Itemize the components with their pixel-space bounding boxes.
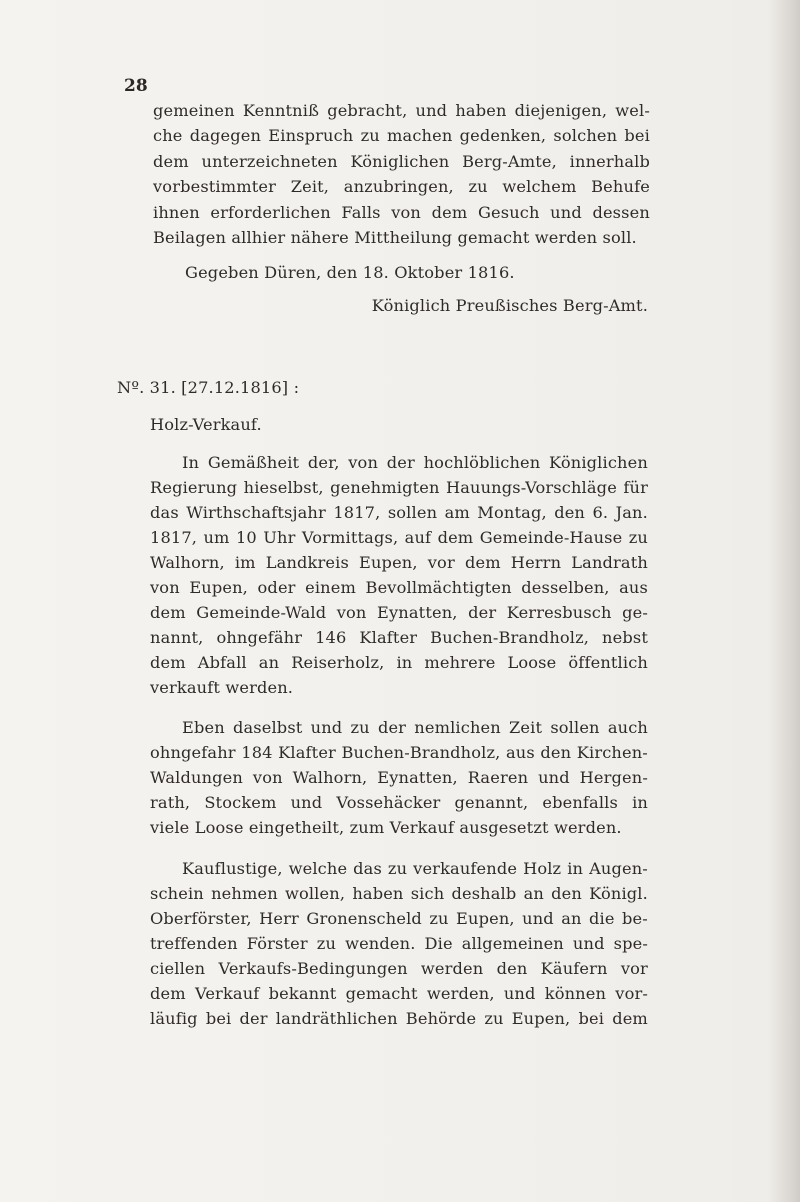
word: Eupen, bbox=[456, 909, 515, 928]
word: an bbox=[258, 653, 280, 672]
word: nemlichen bbox=[414, 718, 501, 737]
text-line bbox=[150, 550, 648, 576]
word: vor bbox=[427, 553, 455, 572]
word: ebenfalls bbox=[542, 793, 618, 812]
word: erforderlichen bbox=[210, 203, 331, 222]
word: Kenntniß bbox=[242, 101, 320, 120]
word: oder bbox=[257, 578, 296, 597]
word: hochlöblichen bbox=[423, 453, 541, 472]
word: dem bbox=[464, 553, 501, 572]
word: dem bbox=[150, 653, 186, 672]
word: Hauungs-Vorschläge bbox=[445, 478, 617, 497]
word: machen bbox=[387, 126, 453, 145]
word: vor bbox=[620, 959, 648, 978]
word: zu bbox=[316, 934, 337, 953]
word: Oberförster, bbox=[150, 909, 252, 928]
word: im bbox=[234, 553, 256, 572]
word: zu bbox=[387, 859, 408, 878]
word: Behufe bbox=[591, 177, 650, 196]
word: aus bbox=[619, 578, 648, 597]
word: Buchen-Brandholz, bbox=[430, 628, 590, 647]
word: Behörde bbox=[405, 1009, 477, 1028]
page-number: 28 bbox=[124, 76, 148, 96]
word: ohngefahr bbox=[150, 743, 236, 762]
word: welche bbox=[288, 859, 348, 878]
word: verkaufende bbox=[413, 859, 518, 878]
word: dem bbox=[612, 1009, 648, 1028]
word: diejenigen, bbox=[514, 101, 608, 120]
text-line bbox=[150, 765, 648, 791]
word: vorbestimmter bbox=[153, 177, 277, 196]
word: Kerresbusch bbox=[506, 603, 612, 622]
word: werden bbox=[420, 959, 484, 978]
word: Gronenscheld bbox=[306, 909, 422, 928]
word: genehmigten bbox=[330, 478, 440, 497]
word: ciellen bbox=[150, 959, 206, 978]
word: Waldungen bbox=[150, 768, 243, 787]
text-line bbox=[150, 881, 648, 907]
word: zu bbox=[350, 718, 370, 737]
word: Jan. bbox=[615, 503, 648, 522]
word: innerhalb bbox=[569, 152, 650, 171]
word: zu bbox=[484, 1009, 504, 1028]
word: Uhr bbox=[263, 528, 296, 547]
word: Buchen-Brandholz, bbox=[341, 743, 501, 762]
word: Vormittags, bbox=[301, 528, 399, 547]
text-line bbox=[150, 956, 648, 982]
word: 146 bbox=[315, 628, 347, 647]
word: am bbox=[444, 503, 470, 522]
word: Loose bbox=[507, 653, 557, 672]
word: Kirchen- bbox=[576, 743, 648, 762]
word: landräthlichen bbox=[275, 1009, 398, 1028]
text-line bbox=[150, 740, 648, 766]
word: Käufern bbox=[540, 959, 608, 978]
text-line bbox=[150, 906, 648, 932]
word: Gemeinde-Wald bbox=[196, 603, 327, 622]
word: nebst bbox=[602, 628, 648, 647]
word: che bbox=[153, 126, 183, 145]
notice-title: Holz-Verkauf. bbox=[150, 415, 262, 434]
word: Einspruch bbox=[268, 126, 354, 145]
word: wollen, bbox=[284, 884, 346, 903]
word: von bbox=[150, 578, 180, 597]
word: der bbox=[468, 603, 497, 622]
word: Königlichen bbox=[549, 453, 648, 472]
word: Falls bbox=[341, 203, 381, 222]
word: wel- bbox=[615, 101, 650, 120]
text-line bbox=[150, 625, 648, 651]
word: Eupen, bbox=[359, 553, 418, 572]
word: und bbox=[522, 909, 554, 928]
word: Königl. bbox=[589, 884, 648, 903]
word: dem bbox=[150, 984, 186, 1003]
word: dem bbox=[150, 603, 186, 622]
word: Holz bbox=[523, 859, 562, 878]
word: zu bbox=[360, 126, 380, 145]
word: allgemeinen bbox=[461, 934, 564, 953]
word: Gemeinde-Hause bbox=[479, 528, 623, 547]
word: die bbox=[589, 909, 615, 928]
word: auch bbox=[607, 718, 648, 737]
word: gedenken, bbox=[459, 126, 547, 145]
word: solchen bbox=[553, 126, 618, 145]
word: nehmen bbox=[211, 884, 278, 903]
word: Förster bbox=[246, 934, 308, 953]
word: Landrath bbox=[571, 553, 648, 572]
word: unterzeichneten bbox=[201, 152, 338, 171]
word: den bbox=[554, 503, 586, 522]
word: mehrere bbox=[424, 653, 496, 672]
word: be- bbox=[622, 909, 648, 928]
word: aus bbox=[505, 743, 535, 762]
word: ge- bbox=[622, 603, 648, 622]
word: anzubringen, bbox=[343, 177, 454, 196]
word: haben bbox=[455, 101, 507, 120]
word: Raeren bbox=[467, 768, 529, 787]
word: Kauflustige, bbox=[182, 859, 283, 878]
word: läufig bbox=[150, 1009, 198, 1028]
text-line bbox=[150, 1006, 648, 1032]
word: 1817, bbox=[150, 528, 198, 547]
word: zu bbox=[429, 909, 449, 928]
text-line bbox=[153, 200, 650, 226]
word: zu bbox=[628, 528, 648, 547]
word: werden, bbox=[426, 984, 495, 1003]
word: hieselbst, bbox=[243, 478, 324, 497]
word: Walhorn, bbox=[150, 553, 225, 572]
word: einem bbox=[305, 578, 356, 597]
word: Montag, bbox=[477, 503, 547, 522]
word: deshalb bbox=[451, 884, 517, 903]
text-line bbox=[182, 856, 648, 882]
word: Klafter bbox=[359, 628, 418, 647]
word: nannt, bbox=[150, 628, 204, 647]
dateline: Gegeben Düren, den 18. Oktober 1816. bbox=[185, 263, 515, 282]
word: dessen bbox=[592, 203, 650, 222]
word: und bbox=[572, 934, 605, 953]
word: sollen bbox=[387, 503, 438, 522]
word: bekannt bbox=[268, 984, 337, 1003]
word: und bbox=[290, 793, 323, 812]
word: Eupen, bbox=[189, 578, 248, 597]
word: in bbox=[396, 653, 413, 672]
word: der bbox=[386, 453, 415, 472]
word: gemacht bbox=[345, 984, 418, 1003]
text-line bbox=[153, 174, 650, 200]
word: Eynatten, bbox=[377, 603, 458, 622]
word: Stockem bbox=[204, 793, 277, 812]
word: können bbox=[544, 984, 607, 1003]
word: vor- bbox=[615, 984, 648, 1003]
word: spe- bbox=[613, 934, 648, 953]
word: daselbst bbox=[232, 718, 303, 737]
word: schein bbox=[150, 884, 204, 903]
text-line: verkauft werden. bbox=[150, 678, 294, 697]
word: dem bbox=[153, 152, 189, 171]
word: Hergen- bbox=[579, 768, 648, 787]
word: das bbox=[353, 859, 382, 878]
word: welchem bbox=[502, 177, 577, 196]
word: Verkauf bbox=[194, 984, 260, 1003]
text-line bbox=[150, 600, 648, 626]
word: und bbox=[538, 768, 570, 787]
word: sollen bbox=[550, 718, 600, 737]
word: Landkreis bbox=[265, 553, 349, 572]
text-line bbox=[150, 575, 648, 601]
word: Gemäßheit bbox=[207, 453, 300, 472]
text-line bbox=[150, 500, 648, 526]
word: Augen- bbox=[589, 859, 648, 878]
word: 1817, bbox=[333, 503, 381, 522]
word: Die bbox=[424, 934, 453, 953]
word: Herrn bbox=[510, 553, 562, 572]
text-line bbox=[150, 525, 648, 551]
word: um bbox=[203, 528, 230, 547]
text-line bbox=[150, 931, 648, 957]
word: Berg-Amte, bbox=[462, 152, 557, 171]
word: 6. bbox=[592, 503, 609, 522]
word: in bbox=[632, 793, 648, 812]
text-line bbox=[153, 98, 650, 124]
word: Klafter bbox=[278, 743, 336, 762]
word: gebracht, bbox=[327, 101, 408, 120]
word: bei bbox=[578, 1009, 605, 1028]
text-line bbox=[150, 790, 648, 816]
signature: Königlich Preußisches Berg-Amt. bbox=[371, 296, 648, 315]
text-line: viele Loose eingetheilt, zum Verkauf ausgesetzt werden. bbox=[150, 818, 622, 837]
word: bei bbox=[205, 1009, 232, 1028]
word: wenden. bbox=[345, 934, 416, 953]
word: auf bbox=[404, 528, 432, 547]
word: für bbox=[623, 478, 648, 497]
word: Wirthschaftsjahr bbox=[186, 503, 326, 522]
word: treffenden bbox=[150, 934, 238, 953]
word: Walhorn, bbox=[292, 768, 368, 787]
word: ihnen bbox=[153, 203, 200, 222]
word: 10 bbox=[235, 528, 257, 547]
word: von bbox=[252, 768, 283, 787]
word: den bbox=[496, 959, 528, 978]
word: In bbox=[182, 453, 200, 472]
word: Zeit, bbox=[290, 177, 330, 196]
word: öffentlich bbox=[568, 653, 648, 672]
text-line bbox=[150, 475, 648, 501]
word: Eynatten, bbox=[377, 768, 458, 787]
word: von bbox=[348, 453, 379, 472]
word: und bbox=[310, 718, 343, 737]
word: an bbox=[561, 909, 582, 928]
word: Verkaufs-Bedingungen bbox=[218, 959, 408, 978]
word: genannt, bbox=[454, 793, 529, 812]
text-line: Beilagen allhier nähere Mittheilung gemacht werden soll. bbox=[153, 228, 637, 247]
word: Zeit bbox=[509, 718, 543, 737]
word: desselben, bbox=[521, 578, 610, 597]
word: an bbox=[523, 884, 544, 903]
word: Reiserholz, bbox=[291, 653, 385, 672]
notice-heading: Nº. 31. [27.12.1816] : bbox=[117, 378, 300, 397]
word: bei bbox=[624, 126, 650, 145]
word: sich bbox=[410, 884, 445, 903]
word: den bbox=[540, 743, 572, 762]
word: Eben bbox=[182, 718, 225, 737]
word: von bbox=[336, 603, 367, 622]
word: haben bbox=[352, 884, 404, 903]
word: rath, bbox=[150, 793, 191, 812]
word: in bbox=[567, 859, 584, 878]
word: Regierung bbox=[150, 478, 238, 497]
word: das bbox=[150, 503, 179, 522]
word: Abfall bbox=[197, 653, 247, 672]
text-line bbox=[182, 450, 648, 476]
text-line bbox=[153, 123, 650, 149]
word: Eupen, bbox=[511, 1009, 571, 1028]
word: Königlichen bbox=[350, 152, 450, 171]
word: dem bbox=[431, 203, 468, 222]
word: Vossehäcker bbox=[336, 793, 441, 812]
text-line bbox=[153, 149, 650, 175]
word: Bevollmächtigten bbox=[365, 578, 512, 597]
text-line bbox=[150, 650, 648, 676]
text-line bbox=[182, 715, 648, 741]
word: von bbox=[391, 203, 421, 222]
word: zu bbox=[468, 177, 488, 196]
word: Gesuch bbox=[477, 203, 540, 222]
word: und bbox=[415, 101, 448, 120]
word: der, bbox=[307, 453, 340, 472]
word: dem bbox=[437, 528, 474, 547]
text-line bbox=[150, 981, 648, 1007]
word: dagegen bbox=[189, 126, 262, 145]
word: der bbox=[377, 718, 407, 737]
word: ohngefähr bbox=[216, 628, 303, 647]
word: gemeinen bbox=[153, 101, 235, 120]
word: Herr bbox=[259, 909, 299, 928]
word: den bbox=[551, 884, 582, 903]
word: und bbox=[550, 203, 582, 222]
word: und bbox=[503, 984, 536, 1003]
word: der bbox=[239, 1009, 268, 1028]
word: 184 bbox=[241, 743, 273, 762]
